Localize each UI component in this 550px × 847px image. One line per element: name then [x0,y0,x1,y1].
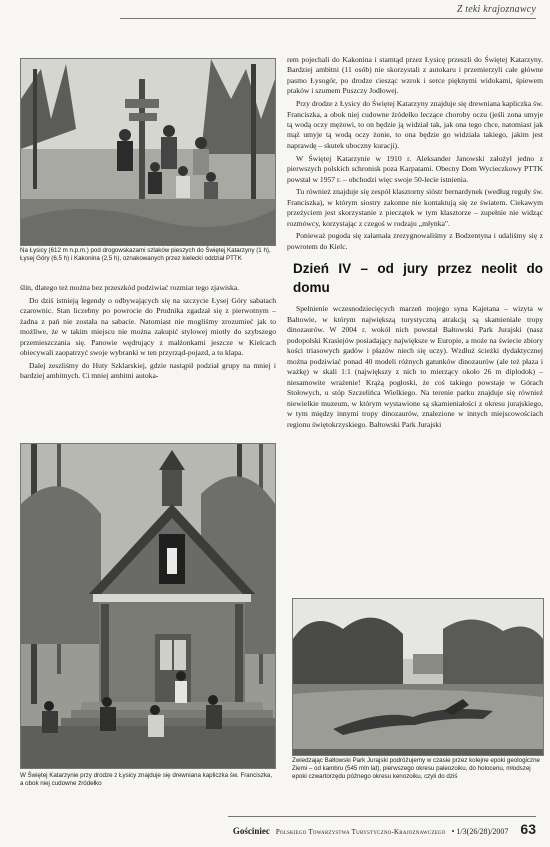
left-paragraph-3: Dalej zeszliśmy do Huty Szklarskiej, gdzie nastąpił podział grupy na mniej i bardziej ambitnych. Ci mniej ambitni autoka- [20,360,276,381]
footer-organization: Polskiego Towarzystwa Turystyczno-Krajoznawczego [275,828,446,836]
photo-signpost-caption: Na Łysicy (612 m n.p.m.) pod drogowskazami szlaków pieszych do Świętej Katarzyny (1 h), Łysej Góry (6,5 h) i Kakonina (2,5 h), oznakowanych przez kieleckí oddział PTTK [20,247,271,263]
left-column-text-top [20,283,276,384]
right-paragraph-5: Ponieważ pogoda się załamała zrezygnowaliśmy z Bodzentyna i udaliśmy się z powrotem do Kielc. [287,231,543,251]
photo-signpost-hikers-image [21,59,275,245]
right-paragraph-4: Tu również znajduje się zespół klasztorny sióstr bernardynek (według reguły św. Franciszka), w którym siostry zakonne nie kontaktują się ze światem. Ciekawym przeżyciem jest skorzystanie z pieczątek w tym klasztorze – zupełnie nie widząc rozmówcy, korzystając z czegoś w rodzaju „młynka". [287,187,543,228]
header-rule [120,18,536,19]
photo-jurassic-park-caption: Zwiedzając Bałtowski Park Jurajski podróżujemy w czasie przez kolejne epoki geologiczne Ziemi – od kambru (545 mln lat), pierwszego okresu paleozoiku, do holocenu, młodszej epoki czwartorzędu późnego okresu kenozoiku, czyli do dziś [292,757,540,781]
photo-jurassic-park-pond [292,598,544,756]
right-paragraph-3: W Świętej Katarzynie w 1910 r. Aleksander Janowski założył jedno z pierwszych polskich schronisk poza Karpatami. Obecny Dom Wycieczkowy PTTK powstał w 1957 r. – obchodzi więc swoje 50-lecie istnienia. [287,153,543,184]
left-paragraph-1: ślin, dlatego też można bez przeszkód podziwiać rozmiar tego zjawiska. [20,283,240,292]
header-section-label: Z teki krajoznawcy [456,4,536,15]
photo-chapel-image [21,444,275,768]
section-heading-day-iv: Dzień IV – od jury przez neolit do domu [293,261,543,295]
right-paragraph-2: Przy drodze z Łysicy do Świętej Katarzyny znajduje się drewniana kapliczka św. Franciszka, a obok niej cudowne źródełko leczące choroby oczu (jeśli zona umyje tą wodą oczy mężowi, to on będzie ją widział tak, jak ona tego chce, natomiast jak mąż umyje tą wodą oczy żonie, to ona będzie go widziała takiego, jakim jest naprawdę – skutek uboczny kuracji). [287,99,543,150]
left-paragraph-2: Do dziś istnieją legendy o odbywających się na szczycie Łysej Góry sabatach czarownic. Stan liczebny po powrocie do Prudnika zgadzał się z pierwotnym – żadna z pań nie została na sabacie. Natomiast nie mogliśmy zrozumieć jak to możliwe, że w takim miejscu nie można zakupić stylowej miotły do szybszego przemieszczania się. Panowie wędrujący z małżonkami jeszcze w Kielcach obiecywali zaopatrzyć swoje wybranki w ten przyrząd-pojazd, a tu klapa. [20,295,276,357]
photo-jurassic-park-image [293,599,543,755]
page-number: 63 [520,821,536,837]
footer-magazine-brand: Gościniec [232,826,270,836]
photo-chapel-caption: W Świętej Katarzynie przy drodze z Łysicy znajduje się drewniana kapliczka św. Franciszka, a obok niej cudowne źródełko [20,772,273,788]
photo-chapel [20,443,276,769]
right-paragraph-6: Spełnienie wczesnodziecięcych marzeń mojego syna Kajetana – wizyta w Bałtowie, w którym największą turystyczną atrakcją są skamieniałe tropy dinozaurów. W 2004 r. wokół nich powstał Bałtowski Park Jurajski (nasz podopolski Krasiejów posiadający największe w Europie, a może na świecie zbiory kości triasowych gadów i płazów niech się uczy). Wzdłuż ścieżki dydaktycznej można podziwiać ponad 40 modeli różnych gatunków dinozaurów (ale też płaza i ważkę) w skali 1:1 (największy z nich to mierzący około 26 m diplodok) – niesamowite wrażenie! Krążą pogłoski, że coś takiego powstaje w Górach Stołowych, u stóp Szczelińca Wielkiego. Na terenie parku znajduje się również niewielkie muzeum, w którym wystawione są skamieniałości z okresu jurajskiego, w tym między innymi tropy dinozaurów, znalezione w innych miejscowościach regionu świętokrzyskiego. Bałtowski Park Jurajski [287,304,543,429]
footer-issue: • 1/3(26/28)/2007 [451,827,509,836]
right-paragraph-1: rem pojechali do Kakonina i stamtąd przez Łysicę przeszli do Świętej Katarzyny. Bardziej ambitni (11 osób) nie skorzystali z autokaru i przemierzyli całe główne pasmo Łysogór, po drodze ciesząc wzrok i serce pięknymi widokami, śpiewem ptaków i szumem Puszczy Jodłowej. [287,55,543,96]
photo-signpost-hikers [20,58,276,246]
page-footer [228,816,536,837]
right-column-text [287,55,543,432]
